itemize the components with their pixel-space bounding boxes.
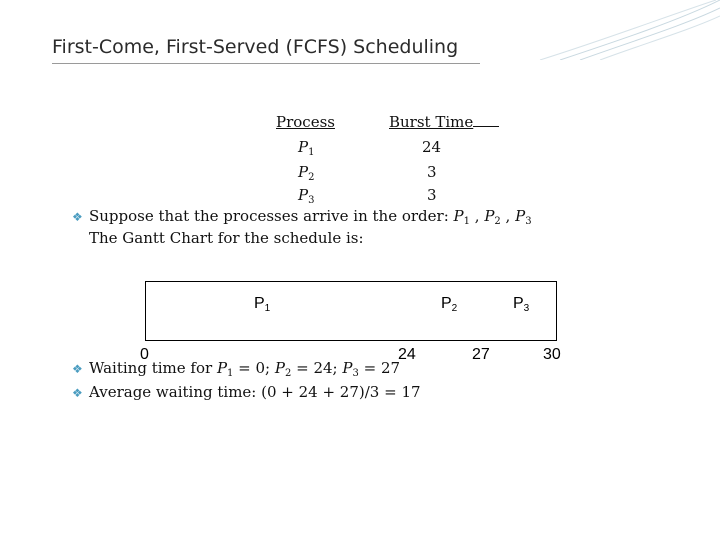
- row-burst-p2: 3: [427, 163, 437, 181]
- row-burst-p3: 3: [427, 186, 437, 204]
- decorative-curves: [520, 0, 720, 60]
- gantt-tick-27: 27: [472, 346, 490, 363]
- bullet-icon: ❖: [72, 386, 83, 400]
- gantt-label-p1: $P_1$: [254, 295, 271, 314]
- gantt-label-p3: $P_3$: [513, 295, 530, 314]
- bullet-icon: ❖: [72, 210, 83, 224]
- arrival-order-text: Suppose that the processes arrive in the order: $P_1$ , $P_2$ , $P_3$: [89, 207, 532, 227]
- gantt-tick-0: 0: [140, 346, 149, 363]
- slide-title: First-Come, First-Served (FCFS) Scheduling: [52, 36, 459, 58]
- row-process-p1: $P_1$: [298, 138, 315, 158]
- average-waiting-text: Average waiting time: (0 + 24 + 27)/3 = 17: [89, 383, 421, 401]
- waiting-time-text: Waiting time for $P_1 = 0$; $P_2 = 24$; $P_3 = 27$: [89, 359, 401, 379]
- row-burst-p1: 24: [422, 138, 442, 156]
- gantt-intro-text: The Gantt Chart for the schedule is:: [89, 229, 364, 247]
- gantt-segment-p1: [146, 282, 410, 340]
- title-divider: [52, 63, 480, 64]
- header-process: Process: [276, 113, 335, 131]
- gantt-tick-30: 30: [543, 346, 561, 363]
- gantt-label-p2: $P_2$: [441, 295, 458, 314]
- gantt-chart: [145, 281, 557, 341]
- gantt-tick-24: 24: [398, 346, 416, 363]
- bullet-icon: ❖: [72, 362, 83, 376]
- row-process-p3: $P_3$: [298, 186, 315, 206]
- row-process-p2: $P_2$: [298, 163, 315, 183]
- header-burst-time: Burst Time: [389, 113, 499, 131]
